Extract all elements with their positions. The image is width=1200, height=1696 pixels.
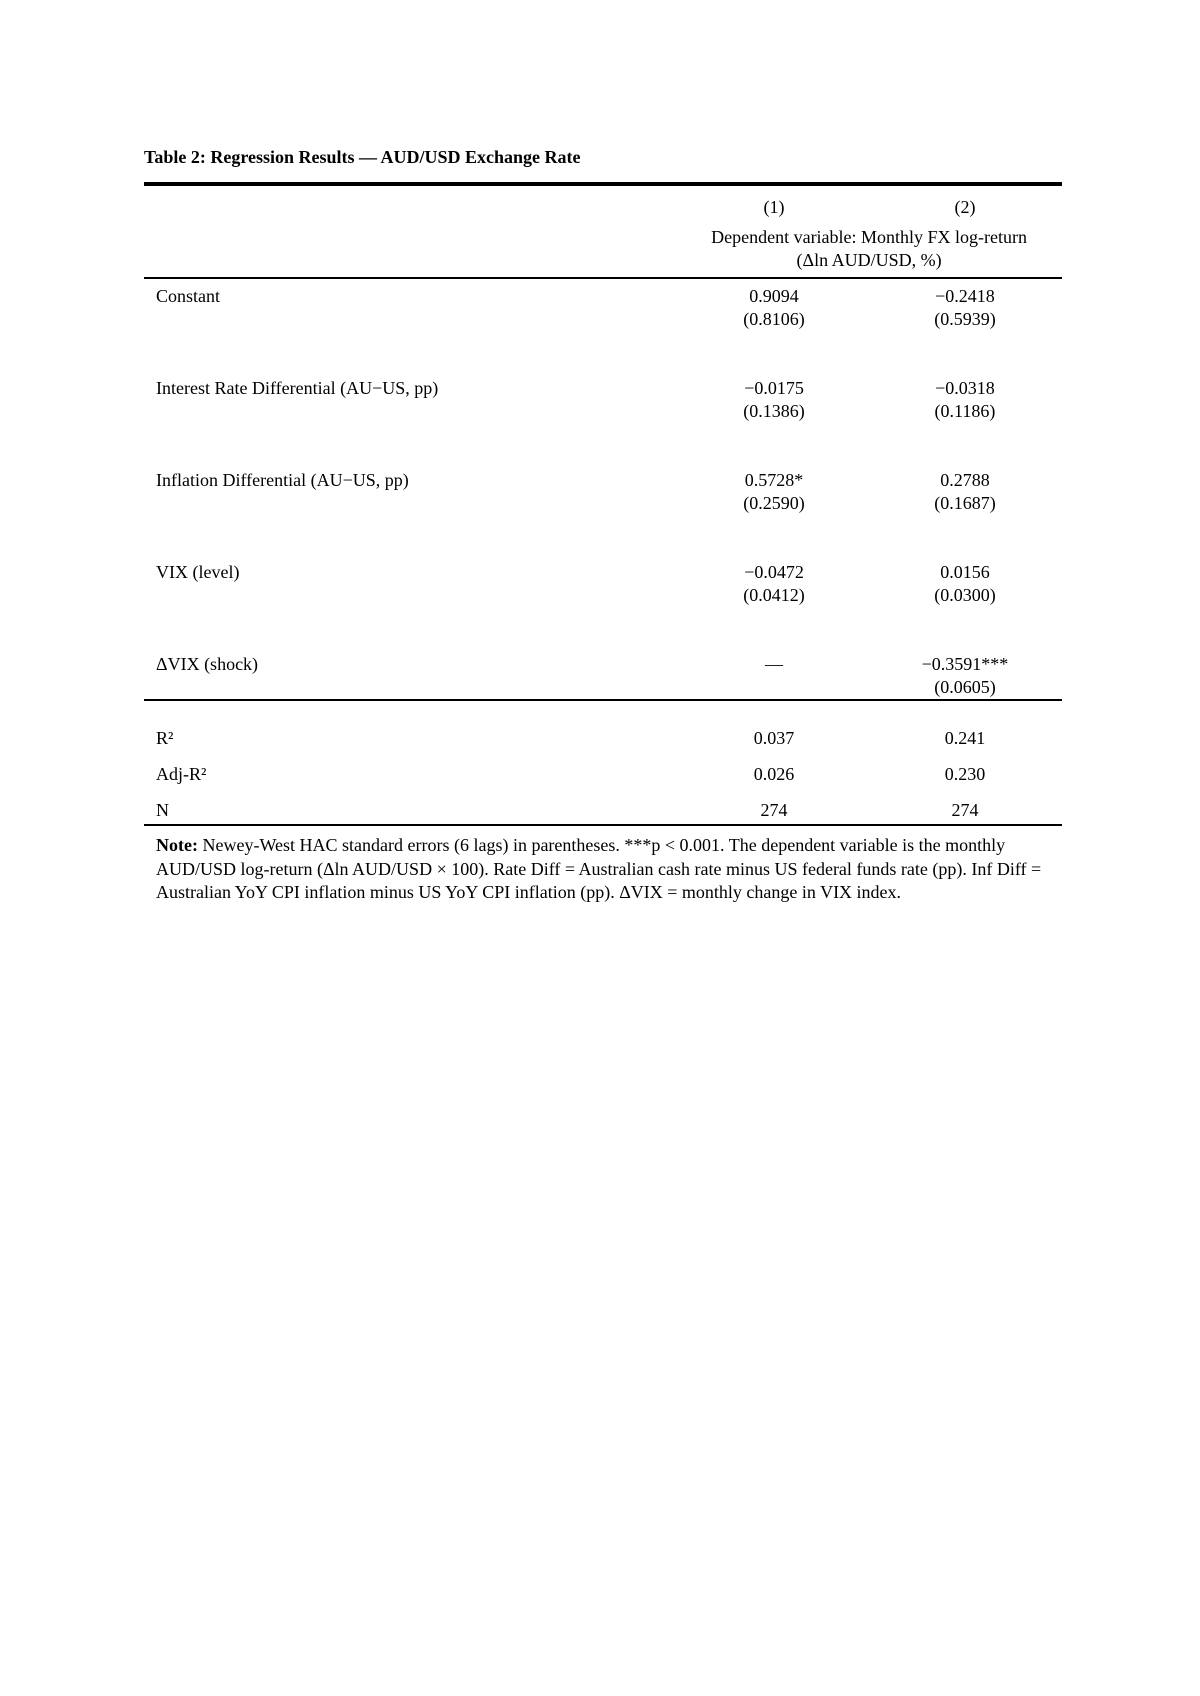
coef-col1: 0.9094 xyxy=(749,286,799,306)
dependent-variable-label: Dependent variable: Monthly FX log-return (Δln AUD/USD, %) xyxy=(676,219,1062,278)
table-title: Table 2: Regression Results — AUD/USD Exchange Rate xyxy=(144,147,581,167)
table-row-vix-level-se xyxy=(144,584,1062,647)
table-row-rate-diff xyxy=(144,371,1062,400)
se-col1: (0.8106) xyxy=(743,309,805,329)
table-row-vix-shock xyxy=(144,647,1062,676)
se-col1: (0.1386) xyxy=(743,401,805,421)
se-col1: (0.0412) xyxy=(743,585,805,605)
table-row-constant-se xyxy=(144,308,1062,371)
spacer-row xyxy=(144,700,1062,727)
column-header-1: (1) xyxy=(763,197,785,217)
coef-col2: 0.2788 xyxy=(940,470,990,490)
table-row-constant xyxy=(144,278,1062,308)
row-label: Inflation Differential (AU−US, pp) xyxy=(156,470,409,490)
row-label: Interest Rate Differential (AU−US, pp) xyxy=(156,378,439,398)
regression-table-section xyxy=(144,146,1062,905)
table-row-n xyxy=(144,799,1062,825)
note-text: Newey-West HAC standard errors (6 lags) in parentheses. ***p < 0.001. The dependent variable is the monthly AUD/USD log-return (Δln AUD/USD × 100). Rate Diff = Australian cash rate minus US federal funds rate (pp). Inf Diff = Australian YoY CPI inflation minus US YoY CPI inflation (pp). ΔVIX = monthly change in VIX index. xyxy=(156,835,1042,902)
se-col2: (0.5939) xyxy=(934,309,996,329)
coef-col1: −0.0175 xyxy=(744,378,804,398)
coef-col2: −0.2418 xyxy=(935,286,995,306)
coef-col1: 0.5728* xyxy=(744,470,804,490)
se-col2: (0.1687) xyxy=(934,493,996,513)
se-col2: (0.0300) xyxy=(934,585,996,605)
stat-label: Adj-R² xyxy=(156,764,207,784)
stat-col2: 274 xyxy=(868,799,1062,825)
table-row-vix-shock-se xyxy=(144,676,1062,700)
table-row-adj-r2 xyxy=(144,763,1062,799)
stat-col2: 0.241 xyxy=(944,728,986,748)
stat-col2: 0.230 xyxy=(944,764,986,784)
stat-label: N xyxy=(144,799,676,825)
coef-col2: −0.3591*** xyxy=(921,654,1009,674)
se-col2: (0.0605) xyxy=(868,676,1062,700)
se-col2: (0.1186) xyxy=(934,401,996,421)
column-number-row xyxy=(144,190,1062,219)
coef-col1: −0.0472 xyxy=(744,562,804,582)
se-col1: (0.2590) xyxy=(743,493,805,513)
coef-col2: −0.0318 xyxy=(935,378,995,398)
note-label: Note: xyxy=(156,835,198,855)
table-row-vix-level xyxy=(144,555,1062,584)
stat-col1: 0.026 xyxy=(753,764,795,784)
table-row-rate-diff-se xyxy=(144,400,1062,463)
column-header-2: (2) xyxy=(954,197,976,217)
se-col1 xyxy=(676,676,868,700)
table-row-inf-diff xyxy=(144,463,1062,492)
dependent-variable-row xyxy=(144,219,1062,278)
table-note xyxy=(156,834,1050,905)
stat-col1: 274 xyxy=(676,799,868,825)
row-label: ΔVIX (shock) xyxy=(156,654,259,674)
row-label: Constant xyxy=(156,286,221,306)
table-row-r2 xyxy=(144,727,1062,763)
stat-label: R² xyxy=(156,728,174,748)
coef-col2: 0.0156 xyxy=(940,562,990,582)
table-row-inf-diff-se xyxy=(144,492,1062,555)
row-label: VIX (level) xyxy=(156,562,240,582)
stat-col1: 0.037 xyxy=(753,728,795,748)
coef-col1: — xyxy=(765,654,784,674)
regression-table xyxy=(144,182,1062,826)
